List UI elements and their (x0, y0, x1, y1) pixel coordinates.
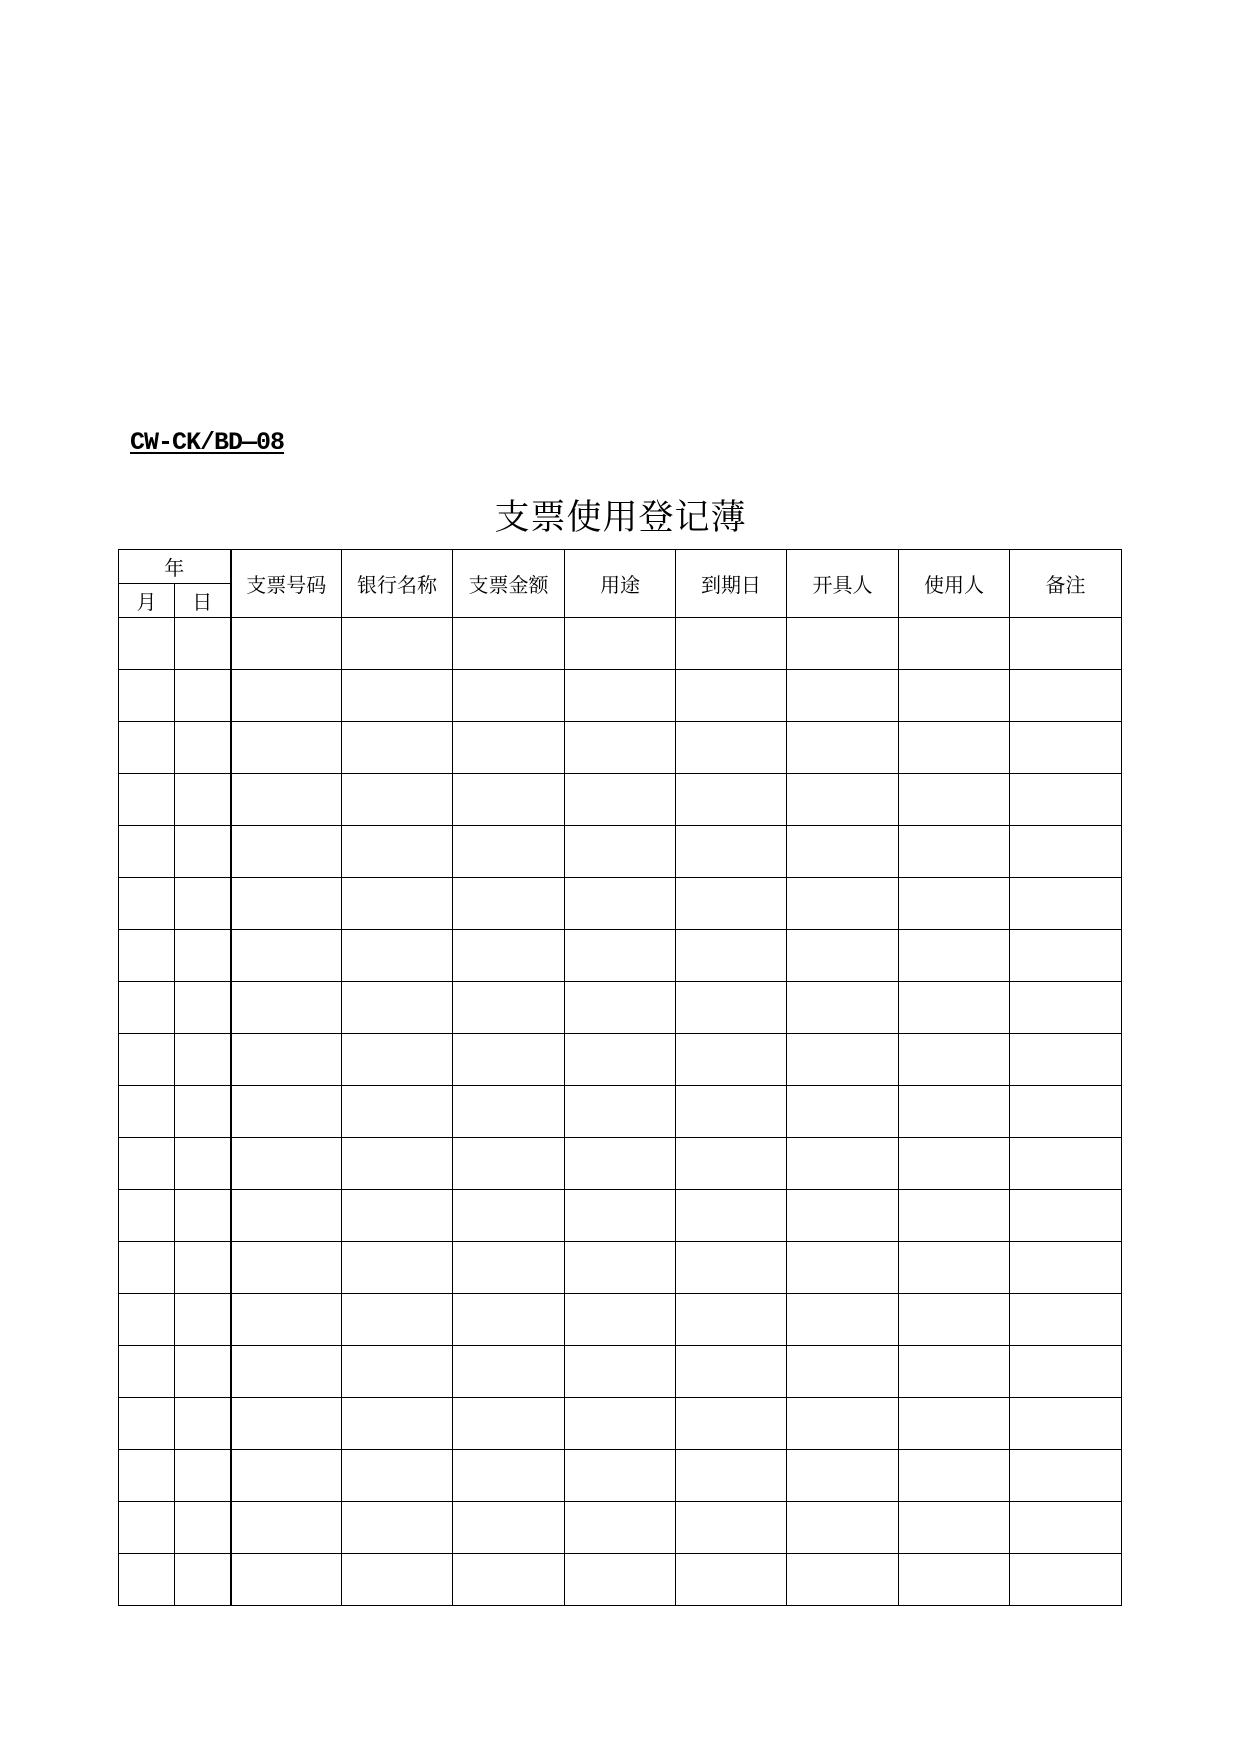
table-cell[interactable] (175, 1502, 231, 1554)
header-bank-name: 银行名称 (342, 550, 453, 618)
table-cell[interactable] (787, 1346, 899, 1398)
table-cell[interactable] (1010, 1086, 1122, 1138)
table-cell[interactable] (119, 1450, 175, 1502)
table-cell[interactable] (899, 1294, 1010, 1346)
table-cell[interactable] (119, 1138, 175, 1190)
table-cell[interactable] (676, 670, 787, 722)
header-month: 月 (119, 584, 175, 618)
table-row (119, 1138, 1122, 1190)
table-row (119, 722, 1122, 774)
table-cell[interactable] (453, 774, 565, 826)
table-cell[interactable] (565, 618, 676, 670)
table-cell[interactable] (565, 982, 676, 1034)
table-cell[interactable] (119, 982, 175, 1034)
table-cell[interactable] (453, 722, 565, 774)
table-cell[interactable] (119, 1190, 175, 1242)
table-cell[interactable] (1010, 1398, 1122, 1450)
table-cell[interactable] (1010, 1034, 1122, 1086)
table-cell[interactable] (565, 1242, 676, 1294)
table-cell[interactable] (119, 930, 175, 982)
table-cell[interactable] (899, 670, 1010, 722)
table-cell[interactable] (175, 722, 231, 774)
table-cell[interactable] (453, 1554, 565, 1606)
table-cell[interactable] (787, 826, 899, 878)
table-row (119, 878, 1122, 930)
table-cell[interactable] (175, 1034, 231, 1086)
table-cell[interactable] (342, 1190, 453, 1242)
table-cell[interactable] (231, 1190, 342, 1242)
table-cell[interactable] (899, 1034, 1010, 1086)
table-cell[interactable] (787, 1242, 899, 1294)
table-cell[interactable] (565, 1086, 676, 1138)
table-cell[interactable] (453, 878, 565, 930)
table-row (119, 1346, 1122, 1398)
table-cell[interactable] (342, 1450, 453, 1502)
table-cell[interactable] (676, 722, 787, 774)
table-cell[interactable] (1010, 1346, 1122, 1398)
table-cell[interactable] (899, 1398, 1010, 1450)
table-cell[interactable] (231, 1450, 342, 1502)
table-cell[interactable] (899, 618, 1010, 670)
table-cell[interactable] (565, 670, 676, 722)
check-register-table (118, 549, 1122, 1606)
table-cell[interactable] (787, 670, 899, 722)
table-cell[interactable] (565, 1554, 676, 1606)
table-cell[interactable] (565, 774, 676, 826)
header-check-amount: 支票金额 (453, 550, 565, 618)
table-cell[interactable] (175, 1346, 231, 1398)
table-cell[interactable] (899, 1346, 1010, 1398)
table-cell[interactable] (175, 878, 231, 930)
table-row (119, 1502, 1122, 1554)
table-cell[interactable] (1010, 1242, 1122, 1294)
table-row (119, 618, 1122, 670)
table-cell[interactable] (676, 982, 787, 1034)
table-cell[interactable] (175, 1554, 231, 1606)
table-cell[interactable] (119, 774, 175, 826)
table-cell[interactable] (453, 1346, 565, 1398)
table-cell[interactable] (565, 878, 676, 930)
table-cell[interactable] (1010, 1450, 1122, 1502)
table-cell[interactable] (899, 982, 1010, 1034)
table-cell[interactable] (676, 1346, 787, 1398)
table-cell[interactable] (787, 1502, 899, 1554)
table-cell[interactable] (676, 1554, 787, 1606)
table-cell[interactable] (342, 1034, 453, 1086)
table-cell[interactable] (231, 1034, 342, 1086)
table-cell[interactable] (231, 1554, 342, 1606)
table-cell[interactable] (1010, 670, 1122, 722)
table-cell[interactable] (676, 1294, 787, 1346)
table-cell[interactable] (899, 1242, 1010, 1294)
table-cell[interactable] (787, 1398, 899, 1450)
table-cell[interactable] (342, 670, 453, 722)
table-cell[interactable] (787, 1034, 899, 1086)
table-cell[interactable] (175, 1086, 231, 1138)
table-cell[interactable] (231, 1138, 342, 1190)
document-code: CW-CK/BD—08 (130, 428, 285, 457)
table-row (119, 1034, 1122, 1086)
table-cell[interactable] (342, 930, 453, 982)
table-row (119, 1294, 1122, 1346)
table-cell[interactable] (342, 774, 453, 826)
table-cell[interactable] (899, 1554, 1010, 1606)
table-cell[interactable] (231, 722, 342, 774)
table-cell[interactable] (119, 1346, 175, 1398)
table-cell[interactable] (565, 1190, 676, 1242)
header-check-number: 支票号码 (231, 550, 342, 618)
table-cell[interactable] (453, 930, 565, 982)
table-cell[interactable] (1010, 878, 1122, 930)
table-cell[interactable] (676, 1190, 787, 1242)
table-cell[interactable] (453, 1502, 565, 1554)
table-cell[interactable] (119, 1398, 175, 1450)
table-cell[interactable] (119, 826, 175, 878)
header-issuer: 开具人 (787, 550, 899, 618)
table-cell[interactable] (565, 1502, 676, 1554)
table-cell[interactable] (676, 1242, 787, 1294)
table-cell[interactable] (787, 982, 899, 1034)
table-cell[interactable] (1010, 930, 1122, 982)
table-cell[interactable] (899, 826, 1010, 878)
table-cell[interactable] (175, 1190, 231, 1242)
table-cell[interactable] (1010, 1138, 1122, 1190)
table-cell[interactable] (175, 618, 231, 670)
table-cell[interactable] (1010, 982, 1122, 1034)
table-cell[interactable] (175, 670, 231, 722)
table-cell[interactable] (1010, 618, 1122, 670)
table-cell[interactable] (1010, 1190, 1122, 1242)
table-cell[interactable] (231, 930, 342, 982)
table-cell[interactable] (676, 774, 787, 826)
table-cell[interactable] (175, 930, 231, 982)
table-cell[interactable] (231, 670, 342, 722)
table-cell[interactable] (453, 1450, 565, 1502)
header-due-date: 到期日 (676, 550, 787, 618)
table-cell[interactable] (119, 1242, 175, 1294)
table-cell[interactable] (119, 1034, 175, 1086)
table-cell[interactable] (676, 826, 787, 878)
table-cell[interactable] (565, 722, 676, 774)
table-cell[interactable] (787, 1554, 899, 1606)
table-row (119, 1398, 1122, 1450)
table-cell[interactable] (453, 1190, 565, 1242)
table-cell[interactable] (342, 826, 453, 878)
table-cell[interactable] (342, 1398, 453, 1450)
table-row (119, 1450, 1122, 1502)
table-cell[interactable] (565, 826, 676, 878)
table-cell[interactable] (453, 982, 565, 1034)
table-cell[interactable] (231, 1294, 342, 1346)
table-cell[interactable] (453, 1086, 565, 1138)
table-cell[interactable] (231, 1346, 342, 1398)
table-cell[interactable] (231, 618, 342, 670)
table-cell[interactable] (787, 878, 899, 930)
table-cell[interactable] (231, 1086, 342, 1138)
table-cell[interactable] (676, 1398, 787, 1450)
table-cell[interactable] (119, 1554, 175, 1606)
table-cell[interactable] (175, 1294, 231, 1346)
table-cell[interactable] (787, 1138, 899, 1190)
header-remarks: 备注 (1010, 550, 1122, 618)
table-cell[interactable] (231, 826, 342, 878)
table-cell[interactable] (899, 774, 1010, 826)
table-cell[interactable] (1010, 826, 1122, 878)
table-cell[interactable] (342, 1502, 453, 1554)
table-cell[interactable] (565, 1398, 676, 1450)
table-cell[interactable] (342, 722, 453, 774)
table-cell[interactable] (1010, 1294, 1122, 1346)
table-cell[interactable] (676, 1450, 787, 1502)
table-cell[interactable] (231, 1398, 342, 1450)
table-cell[interactable] (119, 722, 175, 774)
table-cell[interactable] (787, 618, 899, 670)
table-cell[interactable] (453, 1294, 565, 1346)
table-cell[interactable] (787, 1190, 899, 1242)
table-cell[interactable] (453, 618, 565, 670)
table-cell[interactable] (787, 774, 899, 826)
table-cell[interactable] (899, 1190, 1010, 1242)
table-cell[interactable] (1010, 1554, 1122, 1606)
table-cell[interactable] (899, 1138, 1010, 1190)
table-cell[interactable] (342, 1554, 453, 1606)
table-cell[interactable] (453, 1138, 565, 1190)
table-cell[interactable] (231, 878, 342, 930)
table-cell[interactable] (342, 1138, 453, 1190)
table-row (119, 1086, 1122, 1138)
table-cell[interactable] (342, 1086, 453, 1138)
table-cell[interactable] (231, 1242, 342, 1294)
table-cell[interactable] (787, 1086, 899, 1138)
table-cell[interactable] (231, 1502, 342, 1554)
table-cell[interactable] (899, 1086, 1010, 1138)
table-cell[interactable] (453, 670, 565, 722)
table-cell[interactable] (342, 1242, 453, 1294)
table-cell[interactable] (787, 1450, 899, 1502)
table-cell[interactable] (565, 1034, 676, 1086)
table-cell[interactable] (119, 1294, 175, 1346)
table-cell[interactable] (899, 878, 1010, 930)
table-cell[interactable] (565, 930, 676, 982)
table-cell[interactable] (231, 774, 342, 826)
table-cell[interactable] (565, 1294, 676, 1346)
table-row (119, 826, 1122, 878)
table-cell[interactable] (119, 1086, 175, 1138)
table-row (119, 930, 1122, 982)
table-cell[interactable] (1010, 1502, 1122, 1554)
table-row (119, 774, 1122, 826)
table-cell[interactable] (175, 1398, 231, 1450)
table-cell[interactable] (676, 878, 787, 930)
table-cell[interactable] (453, 826, 565, 878)
table-cell[interactable] (565, 1450, 676, 1502)
table-row (119, 670, 1122, 722)
table-cell[interactable] (1010, 774, 1122, 826)
table-cell[interactable] (676, 930, 787, 982)
table-cell[interactable] (453, 1034, 565, 1086)
table-cell[interactable] (453, 1398, 565, 1450)
table-cell[interactable] (899, 930, 1010, 982)
header-purpose: 用途 (565, 550, 676, 618)
table-cell[interactable] (453, 1242, 565, 1294)
table-cell[interactable] (676, 1138, 787, 1190)
table-cell[interactable] (119, 618, 175, 670)
table-cell[interactable] (899, 1502, 1010, 1554)
table-cell[interactable] (119, 878, 175, 930)
table-cell[interactable] (342, 618, 453, 670)
header-user: 使用人 (899, 550, 1010, 618)
table-cell[interactable] (676, 1502, 787, 1554)
table-cell[interactable] (565, 1138, 676, 1190)
table-row (119, 1242, 1122, 1294)
table-cell[interactable] (175, 826, 231, 878)
table-cell[interactable] (342, 982, 453, 1034)
table-cell[interactable] (676, 618, 787, 670)
table-row (119, 982, 1122, 1034)
table-cell[interactable] (342, 878, 453, 930)
table-cell[interactable] (175, 1450, 231, 1502)
table-cell[interactable] (175, 982, 231, 1034)
table-cell[interactable] (899, 1450, 1010, 1502)
table-cell[interactable] (1010, 722, 1122, 774)
table-cell[interactable] (899, 722, 1010, 774)
table-row (119, 1190, 1122, 1242)
table-cell[interactable] (342, 1294, 453, 1346)
register-body (119, 618, 1122, 1606)
table-cell[interactable] (231, 982, 342, 1034)
header-year: 年 (119, 550, 231, 584)
header-day: 日 (175, 584, 231, 618)
table-cell[interactable] (787, 1294, 899, 1346)
table-row (119, 1554, 1122, 1606)
table-cell[interactable] (119, 1502, 175, 1554)
table-cell[interactable] (342, 1346, 453, 1398)
table-cell[interactable] (175, 1138, 231, 1190)
table-cell[interactable] (175, 774, 231, 826)
table-cell[interactable] (787, 930, 899, 982)
table-cell[interactable] (565, 1346, 676, 1398)
table-cell[interactable] (175, 1242, 231, 1294)
table-cell[interactable] (676, 1086, 787, 1138)
table-cell[interactable] (787, 722, 899, 774)
table-cell[interactable] (676, 1034, 787, 1086)
table-cell[interactable] (119, 670, 175, 722)
page-title: 支票使用登记薄 (494, 498, 747, 538)
